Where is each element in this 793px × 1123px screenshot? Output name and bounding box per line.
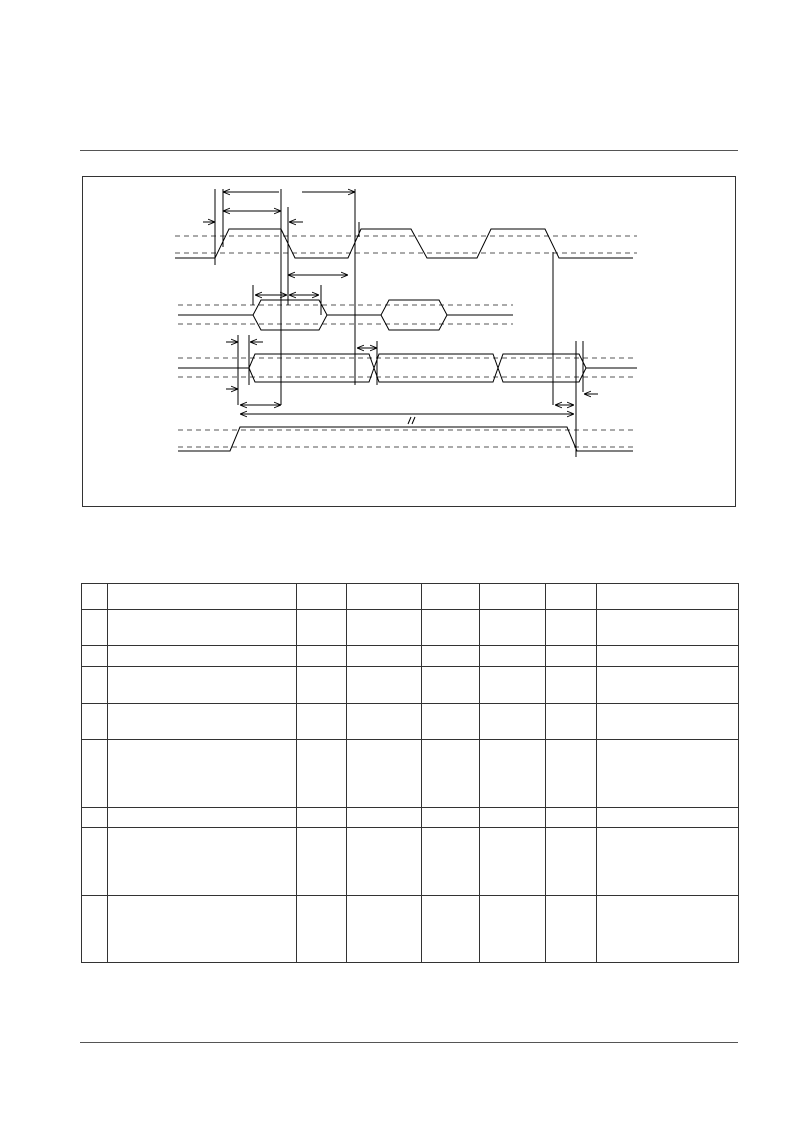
table-cell	[347, 828, 422, 896]
table-header-row	[82, 584, 739, 610]
table-header-cell	[82, 584, 108, 610]
table-cell	[108, 646, 297, 667]
table-header-cell	[108, 584, 297, 610]
clock-waveform	[175, 229, 633, 258]
table-row	[82, 667, 739, 704]
table-cell	[480, 610, 546, 646]
table-cell	[82, 646, 108, 667]
table-cell	[546, 667, 597, 704]
table-cell	[108, 808, 297, 828]
table-cell	[480, 828, 546, 896]
timing-dimension-arrows	[203, 192, 598, 414]
table-cell	[422, 896, 480, 963]
table-header-cell	[422, 584, 480, 610]
table-header-cell	[597, 584, 739, 610]
table-row	[82, 808, 739, 828]
table-cell	[422, 610, 480, 646]
footer-rule	[80, 1042, 738, 1043]
table-cell	[297, 828, 347, 896]
table-cell	[347, 740, 422, 808]
spec-table	[81, 583, 739, 963]
table-cell	[347, 896, 422, 963]
table-cell	[546, 610, 597, 646]
table-cell	[347, 667, 422, 704]
table-cell	[297, 896, 347, 963]
table-cell	[108, 896, 297, 963]
timing-diagram-figure	[82, 176, 736, 507]
table-cell	[108, 828, 297, 896]
table-cell	[597, 646, 739, 667]
table-cell	[597, 704, 739, 740]
table-cell	[597, 610, 739, 646]
table-header-cell	[546, 584, 597, 610]
table-cell	[347, 610, 422, 646]
table-cell	[546, 828, 597, 896]
table-row	[82, 828, 739, 896]
table-cell	[82, 896, 108, 963]
table-cell	[347, 704, 422, 740]
table-cell	[347, 808, 422, 828]
table-cell	[597, 808, 739, 828]
table-cell	[480, 704, 546, 740]
table-cell	[297, 610, 347, 646]
table-header-cell	[347, 584, 422, 610]
table-cell	[597, 667, 739, 704]
table-cell	[108, 740, 297, 808]
table-cell	[480, 646, 546, 667]
table-row	[82, 740, 739, 808]
clock-threshold-lines	[175, 236, 637, 253]
table-cell	[422, 740, 480, 808]
table-cell	[82, 704, 108, 740]
table-row	[82, 896, 739, 963]
break-mark	[408, 417, 415, 424]
table-cell	[82, 610, 108, 646]
table-cell	[347, 646, 422, 667]
table-cell	[546, 646, 597, 667]
table-cell	[546, 704, 597, 740]
table-row	[82, 704, 739, 740]
table-cell	[546, 808, 597, 828]
table-cell	[597, 828, 739, 896]
table-cell	[480, 896, 546, 963]
table-cell	[108, 704, 297, 740]
table-cell	[297, 704, 347, 740]
table-cell	[108, 667, 297, 704]
table-cell	[82, 828, 108, 896]
table-cell	[480, 808, 546, 828]
table-cell	[480, 667, 546, 704]
table-cell	[82, 808, 108, 828]
table-header-cell	[480, 584, 546, 610]
timing-diagram	[83, 177, 737, 508]
table-cell	[422, 646, 480, 667]
table-cell	[297, 740, 347, 808]
table-cell	[422, 828, 480, 896]
table-cell	[422, 704, 480, 740]
table-cell	[597, 740, 739, 808]
table-cell	[597, 896, 739, 963]
table-cell	[480, 740, 546, 808]
header-rule	[80, 150, 738, 151]
table-cell	[297, 646, 347, 667]
table-cell	[108, 610, 297, 646]
table-header-cell	[297, 584, 347, 610]
table-row	[82, 646, 739, 667]
table-row	[82, 610, 739, 646]
table-cell	[82, 667, 108, 704]
control-threshold-lines	[178, 430, 633, 447]
table-cell	[82, 740, 108, 808]
table-cell	[546, 896, 597, 963]
table-cell	[297, 808, 347, 828]
table-cell	[546, 740, 597, 808]
table-cell	[422, 667, 480, 704]
table-cell	[422, 808, 480, 828]
table-cell	[297, 667, 347, 704]
